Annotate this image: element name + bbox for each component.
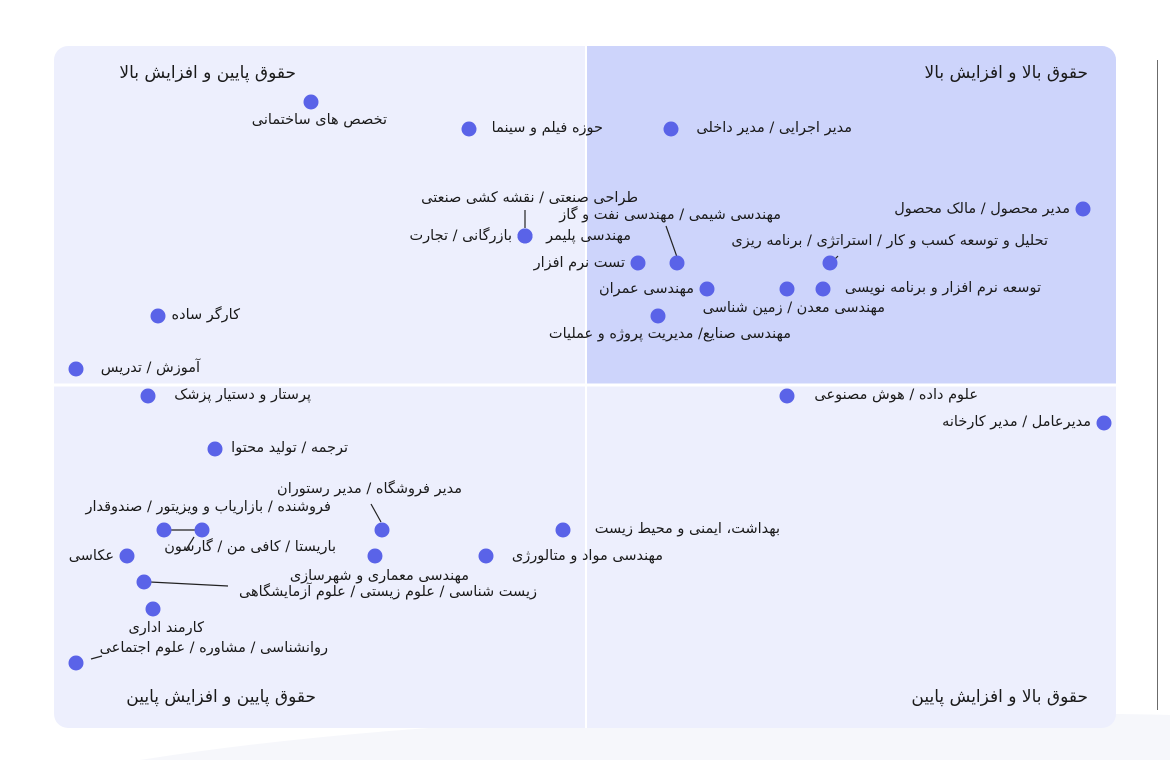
data-point-label: فروشنده / بازاریاب و ویزیتور / صندوقدار <box>85 499 331 515</box>
data-point[interactable] <box>146 602 161 617</box>
data-point-label: مهندسی صنایع/ مدیریت پروژه و عملیات <box>548 326 791 342</box>
data-point-label: تحلیل و توسعه کسب و کار / استراتژی / برنامه ریزی <box>731 233 1048 249</box>
data-point-label: تخصص های ساختمانی <box>251 112 387 128</box>
data-point[interactable] <box>69 656 84 671</box>
data-point-label: آموزش / تدریس <box>100 360 200 376</box>
data-point-label: کارمند اداری <box>128 620 204 636</box>
right-divider-line <box>1157 60 1158 710</box>
data-point[interactable] <box>631 256 646 271</box>
data-point-label: بهداشت، ایمنی و محیط زیست <box>594 521 780 537</box>
data-point-label: عکاسی <box>68 548 114 564</box>
data-point-label: مهندسی پلیمر <box>546 228 631 244</box>
data-point[interactable] <box>195 523 210 538</box>
data-point-label: مدیر اجرایی / مدیر داخلی <box>696 120 852 136</box>
data-point-label: طراحی صنعتی / نقشه کشی صنعتی <box>421 190 638 206</box>
data-point[interactable] <box>823 256 838 271</box>
data-point[interactable] <box>462 122 477 137</box>
data-point-label: علوم داده / هوش مصنوعی <box>814 387 978 403</box>
data-point-label: مدیر محصول / مالک محصول <box>894 201 1070 217</box>
data-point-label: مهندسی مواد و متالورژی <box>511 548 663 564</box>
data-point-label: مهندسی معماری و شهرسازی <box>289 568 469 584</box>
data-point[interactable] <box>157 523 172 538</box>
data-point[interactable] <box>556 523 571 538</box>
data-point[interactable] <box>151 309 166 324</box>
data-point-label: مدیر فروشگاه / مدیر رستوران <box>277 481 462 497</box>
data-point[interactable] <box>141 389 156 404</box>
data-point-label: بازرگانی / تجارت <box>409 228 512 244</box>
data-point[interactable] <box>69 362 84 377</box>
data-point-label: کارگر ساده <box>171 307 240 323</box>
data-point[interactable] <box>518 229 533 244</box>
data-point-label: مهندسی عمران <box>599 281 694 297</box>
data-point-label: مهندسی شیمی / مهندسی نفت و گاز <box>559 207 781 223</box>
data-point[interactable] <box>375 523 390 538</box>
quadrant-title-bottom-left: حقوق پایین و افزایش پایین <box>126 687 316 707</box>
data-point[interactable] <box>780 389 795 404</box>
data-point[interactable] <box>816 282 831 297</box>
quadrant-title-bottom-right: حقوق بالا و افزایش پایین <box>911 687 1088 707</box>
data-point[interactable] <box>664 122 679 137</box>
data-point-label: پرستار و دستیار پزشک <box>174 387 311 403</box>
data-point-label: تست نرم افزار <box>533 255 625 271</box>
data-point[interactable] <box>651 309 666 324</box>
data-point[interactable] <box>1076 202 1091 217</box>
quadrant-title-top-right: حقوق بالا و افزایش بالا <box>924 63 1088 83</box>
data-point[interactable] <box>479 549 494 564</box>
data-point[interactable] <box>700 282 715 297</box>
data-point[interactable] <box>304 95 319 110</box>
data-point[interactable] <box>137 575 152 590</box>
data-point-label: مدیرعامل / مدیر کارخانه <box>942 414 1091 430</box>
data-point-label: حوزه فیلم و سینما <box>491 120 603 136</box>
data-point-label: باریستا / کافی من / گارسون <box>164 539 336 555</box>
data-point-label: توسعه نرم افزار و برنامه نویسی <box>844 280 1041 296</box>
data-point[interactable] <box>368 549 383 564</box>
data-point[interactable] <box>1097 416 1112 431</box>
data-point-label: ترجمه / تولید محتوا <box>231 440 348 456</box>
data-point[interactable] <box>208 442 223 457</box>
data-point-label: مهندسی معدن / زمین شناسی <box>702 300 885 316</box>
data-point[interactable] <box>120 549 135 564</box>
data-point[interactable] <box>780 282 795 297</box>
data-point-label: زیست شناسی / علوم زیستی / علوم آزمایشگاهی <box>238 584 537 600</box>
quadrant-title-top-left: حقوق پایین و افزایش بالا <box>119 63 296 83</box>
data-point-label: روانشناسی / مشاوره / علوم اجتماعی <box>99 640 328 656</box>
data-point[interactable] <box>670 256 685 271</box>
